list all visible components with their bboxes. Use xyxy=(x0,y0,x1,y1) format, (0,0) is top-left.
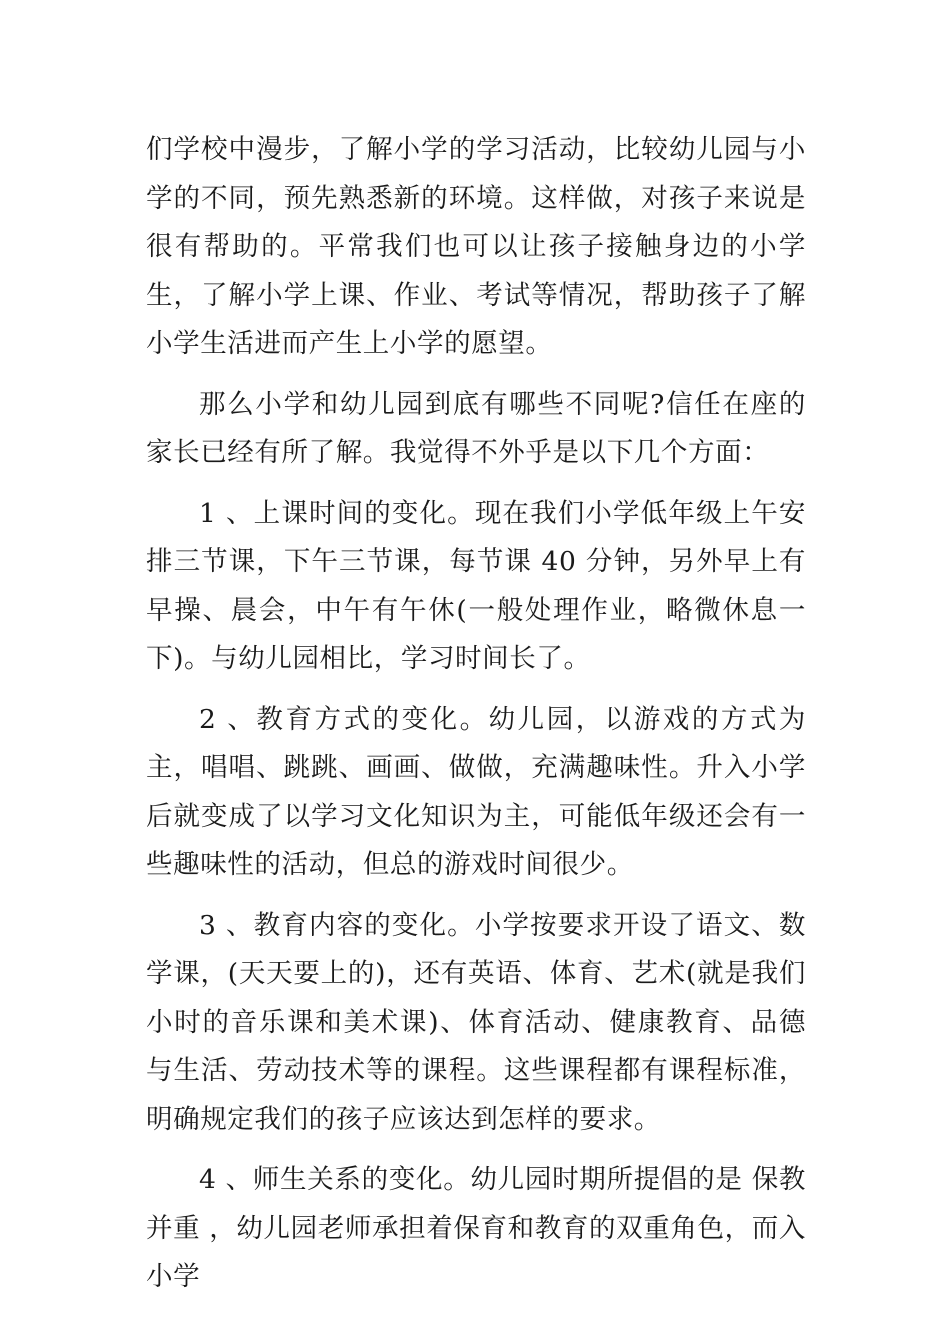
paragraph-intro-question: 那么小学和幼儿园到底有哪些不同呢?信任在座的家长已经有所了解。我觉得不外乎是以下几个方面： xyxy=(146,388,806,468)
paragraph-continuation: 们学校中漫步，了解小学的学习活动，比较幼儿园与小学的不同，预先熟悉新的环境。这样做，对孩子来说是很有帮助的。平常我们也可以让孩子接触身边的小学生，了解小学上课、作业、考试等情况，帮助孩子了解小学生活进而产生上小学的愿望。 xyxy=(146,134,806,359)
paragraph-item-2-teaching-method: 2 、教育方式的变化。幼儿园，以游戏的方式为主，唱唱、跳跳、画画、做做，充满趣味性。升入小学后就变成了以学习文化知识为主，可能低年级还会有一些趣味性的活动，但总的游戏时间很少。 xyxy=(146,703,806,880)
paragraph-item-3-teaching-content: 3 、教育内容的变化。小学按要求开设了语文、数学课，(天天要上的)，还有英语、体育、艺术(就是我们小时的音乐课和美术课)、体育活动、健康教育、品德与生活、劳动技术等的课程。这些课程都有课程标准，明确规定我们的孩子应该达到怎样的要求。 xyxy=(146,909,806,1135)
body-text xyxy=(146,126,806,1314)
paragraph-item-1-class-time: 1 、上课时间的变化。现在我们小学低年级上午安排三节课，下午三节课，每节课 40 分钟，另外早上有早操、晨会，中午有午休(一般处理作业，略微休息一下)。与幼儿园相比，学习时间长了。 xyxy=(146,497,806,674)
paragraph-item-4-teacher-student: 4 、师生关系的变化。幼儿园时期所提倡的是 保教并重 ，幼儿园老师承担着保育和教育的双重角色，而入小学 xyxy=(146,1164,806,1292)
